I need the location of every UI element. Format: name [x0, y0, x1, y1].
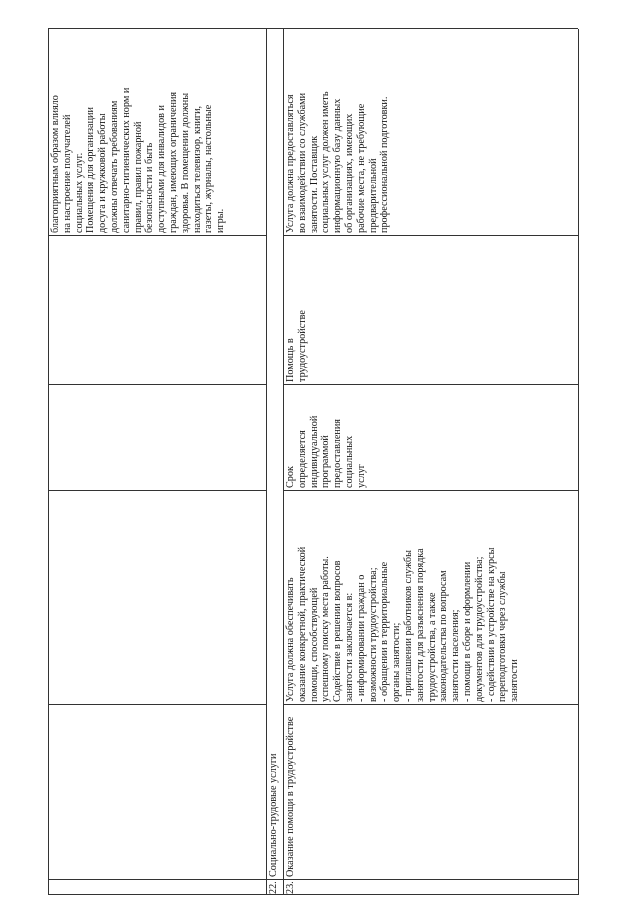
text-line: во взаимодействии со службами: [296, 92, 308, 233]
text-line: доступными для инвалидов и: [156, 105, 168, 233]
col-separator-result: [48, 384, 266, 385]
text-line: здоровья. В помещении должны: [179, 92, 191, 233]
text-line: предоставления: [332, 419, 344, 488]
text-line: занятости населения;: [450, 609, 462, 702]
text-line: органы занятости;: [391, 622, 403, 702]
service-conditions-cell: [283, 29, 578, 236]
service-term-cell: [283, 385, 578, 491]
text-line: помощи, способствующей: [308, 587, 320, 702]
service-result-cell: [283, 236, 578, 385]
text-line: рабочие места, не требующие: [355, 103, 367, 233]
text-line: - обращении в территориальные: [379, 561, 391, 702]
text-line: безопасности и быть: [144, 142, 156, 233]
text-line: Услуга должна обеспечивать: [285, 577, 296, 702]
text-line: благоприятным образом влияло: [50, 95, 61, 233]
continuation-description-cell: [48, 29, 266, 236]
text-line: Помощь в: [285, 338, 296, 382]
text-line: должны отвечать требованиям: [108, 100, 120, 233]
section-number: 22.: [268, 881, 279, 894]
text-line: об организациях, имеющих: [343, 113, 355, 233]
text-line: занятости для разъяснения порядка: [414, 548, 426, 702]
text-line: граждан, имеющих ограничения: [167, 91, 179, 233]
text-line: документов для трудоустройства;: [473, 556, 485, 702]
text-line: занятости: [509, 659, 521, 702]
text-line: информационную базу данных: [332, 98, 344, 233]
text-line: программой: [320, 435, 332, 488]
text-line: Содействие в решении вопросов: [332, 560, 344, 702]
table-border-bottom: [578, 29, 579, 895]
text-line: Срок: [285, 466, 296, 488]
text-line: досуга и кружковой работы: [97, 113, 109, 233]
text-line: игры.: [215, 208, 227, 233]
text-line: услуг: [355, 464, 367, 488]
text-line: определяется: [296, 430, 308, 488]
text-line: правил, правил пожарной: [132, 121, 144, 233]
text-line: - информировании граждан о: [355, 574, 367, 702]
section-title: Социально-трудовые услуги: [268, 753, 279, 877]
text-line: санитарно-гигиенических норм и: [120, 87, 132, 233]
text-line: газеты, журналы, настольные: [203, 104, 215, 233]
text-line: предварительной: [367, 158, 379, 233]
text-line: находиться телевизор, книги,: [191, 105, 203, 233]
text-line: законодательства по вопросам: [438, 570, 450, 702]
text-line: оказание конкретной, практической: [296, 546, 308, 702]
text-line: занятости заключается в:: [343, 592, 355, 702]
text-line: занятости. Поставщик: [308, 135, 320, 233]
col-separator-term: [48, 490, 266, 491]
text-line: трудоустройства, а также: [426, 592, 438, 702]
text-line: - помощи в сборе и оформлении: [461, 561, 473, 702]
text-line: на настроение получателей: [61, 114, 73, 233]
text-line: успешному поиску места работы.: [320, 556, 332, 702]
text-line: социальных услуг должен иметь: [320, 91, 332, 233]
text-line: трудоустройстве: [296, 310, 308, 382]
service-number: 23.: [285, 881, 296, 894]
text-line: Помещения для организации: [85, 107, 97, 233]
text-line: - содействии в устройстве на курсы: [485, 547, 497, 702]
service-name: Оказание помощи в трудоустройстве: [285, 716, 296, 877]
section-number-cell: [266, 880, 283, 895]
text-line: - приглашении работников службы: [402, 550, 414, 702]
text-line: Услуга должна предоставляться: [285, 94, 296, 233]
service-number-cell: [283, 880, 578, 895]
text-line: индивидуальной: [308, 415, 320, 488]
text-line: социальных: [343, 435, 355, 488]
text-line: социальных услуг.: [73, 152, 85, 233]
service-description-cell: [283, 491, 578, 705]
text-line: переподготовки через службы: [497, 571, 509, 702]
section-title-cell: [266, 29, 283, 880]
text-line: профессиональной подготовки.: [379, 96, 391, 233]
service-name-cell: [283, 705, 578, 880]
col-separator-description: [48, 704, 266, 705]
text-line: возможности трудоустройства;: [367, 567, 379, 702]
